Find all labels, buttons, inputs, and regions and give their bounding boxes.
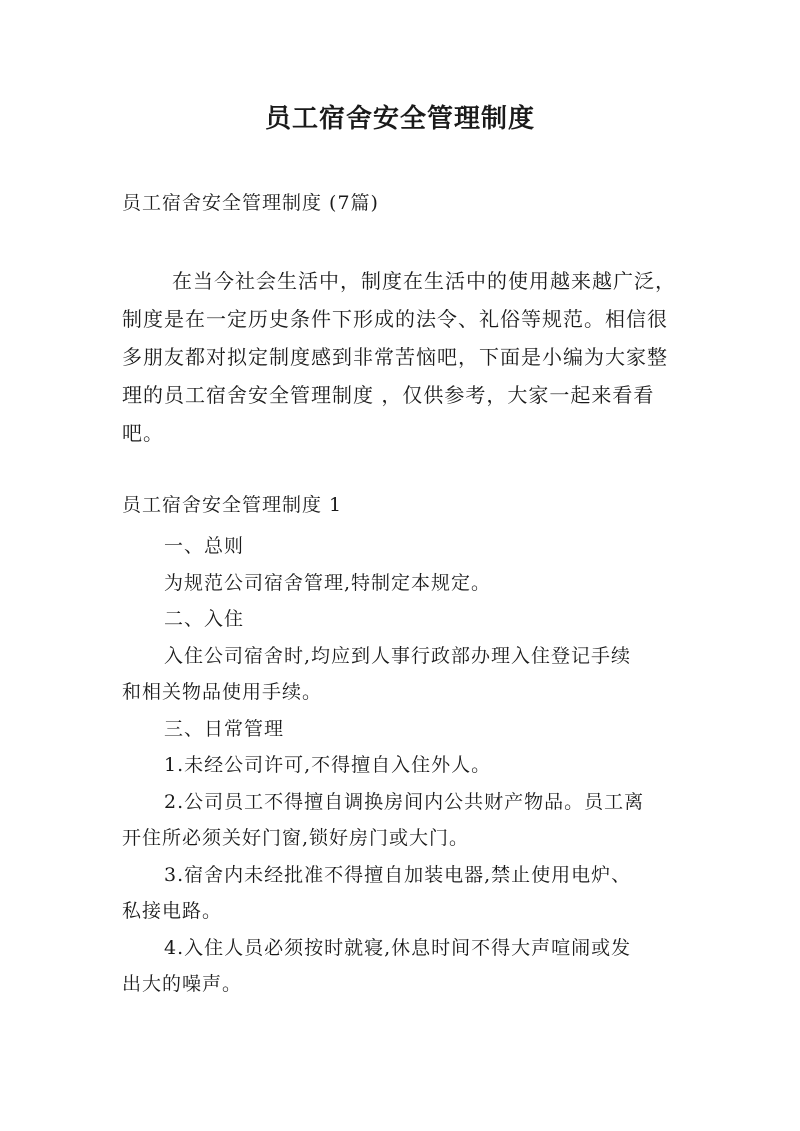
intro-line: 制度是在一定历史条件下形成的法令、礼俗等规范。相信很 bbox=[122, 307, 668, 331]
clause-heading-daily: 三、日常管理 bbox=[164, 717, 285, 740]
intro-line: 在当今社会生活中，制度在生活中的使用越来越广泛， bbox=[172, 269, 676, 293]
clause-heading-checkin: 二、入住 bbox=[164, 608, 245, 630]
rule-item: 4.入住人员必须按时就寝,休息时间不得大声喧闹或发 bbox=[164, 936, 632, 959]
body-line: 和相关物品使用手续。 bbox=[122, 681, 323, 703]
section-body bbox=[122, 528, 692, 1003]
rule-item: 2.公司员工不得擅自调换房间内公共财产物品。员工离 bbox=[164, 790, 645, 813]
rule-item-continuation: 出大的噪声。 bbox=[122, 973, 243, 995]
rule-item-continuation: 私接电路。 bbox=[122, 900, 223, 922]
intro-paragraph bbox=[122, 262, 692, 452]
section-heading: 员工宿舍安全管理制度 1 bbox=[122, 494, 343, 516]
rule-item: 3.宿舍内未经批准不得擅自加装电器,禁止使用电炉、 bbox=[164, 863, 632, 886]
body-line: 为规范公司宿舍管理,特制定本规定。 bbox=[164, 571, 492, 594]
body-line: 入住公司宿舍时,均应到人事行政部办理入住登记手续 bbox=[164, 644, 632, 667]
document-subtitle: 员工宿舍安全管理制度 (7篇) bbox=[122, 192, 379, 214]
page-title: 员工宿舍安全管理制度 bbox=[264, 104, 535, 134]
intro-line: 理的员工宿舍安全管理制度 ，仅供参考，大家一起来看看 bbox=[122, 383, 655, 407]
clause-heading-general: 一、总则 bbox=[164, 535, 245, 557]
intro-line: 多朋友都对拟定制度感到非常苦恼吧，下面是小编为大家整 bbox=[122, 345, 668, 369]
rule-item-continuation: 开住所必须关好门窗,锁好房门或大门。 bbox=[122, 827, 470, 849]
intro-line: 吧。 bbox=[122, 421, 164, 445]
rule-item: 1.未经公司许可,不得擅自入住外人。 bbox=[164, 754, 492, 776]
